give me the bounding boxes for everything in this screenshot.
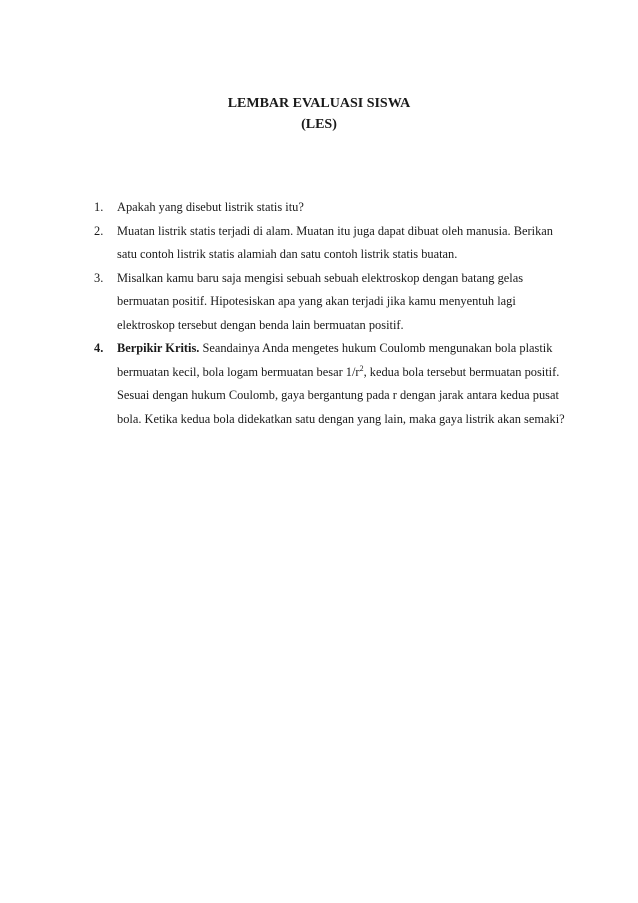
question-number: 3. xyxy=(94,270,104,285)
superscript-exponent: 2 xyxy=(359,363,364,373)
question-number: 1. xyxy=(94,200,104,214)
question-text-part2: , kedua bola tersebut bermuatan positif. Sesuai dengan hukum Coulomb, gaya bergantung pada r dengan jarak antara kedua pusat bola. Ketika kedua bola didekatkan satu dengan yang lain, maka gaya listrik akan semaki? xyxy=(117,364,565,426)
question-number: 2. xyxy=(94,223,104,238)
question-text: Muatan listrik statis terjadi di alam. Muatan itu juga dapat dibuat oleh manusia. Berikan satu contoh listrik statis alamiah dan satu contoh listrik statis buatan. xyxy=(117,223,553,261)
question-item-3 xyxy=(94,267,574,338)
question-lead: Berpikir Kritis. xyxy=(117,341,200,355)
question-item-1 xyxy=(94,196,574,220)
title-line-1: LEMBAR EVALUASI SISWA xyxy=(227,96,411,111)
question-text-part1: Seandainya Anda mengetes hukum Coulomb mengunakan bola plastik bermuatan kecil, bola logam bermuatan besar 1/r xyxy=(117,341,553,379)
question-item-2 xyxy=(94,220,574,267)
document-title xyxy=(0,93,638,135)
question-number: 4. xyxy=(94,341,104,355)
question-text: Apakah yang disebut listrik statis itu? xyxy=(117,200,304,214)
title-line-2: (LES) xyxy=(301,117,337,132)
question-item-4 xyxy=(94,337,574,431)
question-text: Misalkan kamu baru saja mengisi sebuah sebuah elektroskop dengan batang gelas bermuatan positif. Hipotesiskan apa yang akan terjadi jika kamu menyentuh lagi elektroskop tersebut dengan benda lain bermuatan positif. xyxy=(117,270,524,332)
question-list xyxy=(94,196,574,431)
